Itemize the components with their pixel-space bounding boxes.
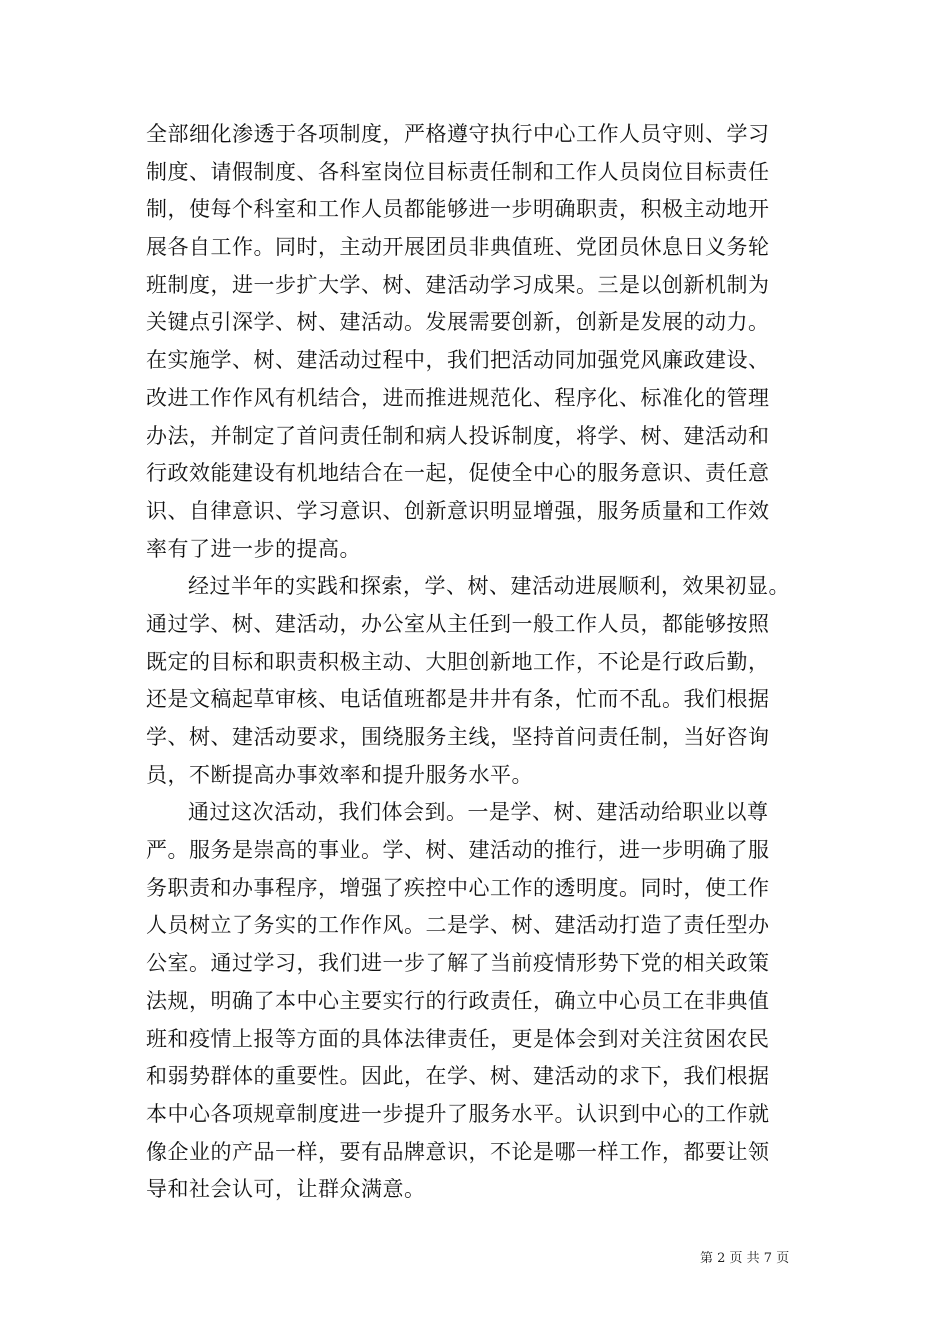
- text-line: 员，不断提高办事效率和提升服务水平。: [146, 762, 533, 787]
- paragraph-start-line: 经过半年的实践和探索，学、树、建活动进展顺利，效果初显。: [188, 574, 790, 599]
- text-line: 法规，明确了本中心主要实行的行政责任，确立中心员工在非典值: [146, 988, 770, 1013]
- text-line: 通过学、树、建活动，办公室从主任到一般工作人员，都能够按照: [146, 611, 770, 636]
- text-line: 班制度，进一步扩大学、树、建活动学习成果。三是以创新机制为: [146, 272, 770, 297]
- text-line: 全部细化渗透于各项制度，严格遵守执行中心工作人员守则、学习: [146, 122, 770, 146]
- text-line: 和弱势群体的重要性。因此，在学、树、建活动的求下，我们根据: [146, 1064, 770, 1089]
- text-line: 既定的目标和职责积极主动、大胆创新地工作，不论是行政后勤，: [146, 649, 770, 674]
- text-line: 务职责和办事程序，增强了疾控中心工作的透明度。同时，使工作: [146, 875, 770, 900]
- text-line: 关键点引深学、树、建活动。发展需要创新，创新是发展的动力。: [146, 310, 770, 335]
- text-line: 制度、请假制度、各科室岗位目标责任制和工作人员岗位目标责任: [146, 159, 770, 184]
- text-line: 展各自工作。同时，主动开展团员非典值班、党团员休息日义务轮: [146, 235, 770, 260]
- text-line: 率有了进一步的提高。: [146, 536, 361, 561]
- text-line: 导和社会认可，让群众满意。: [146, 1177, 426, 1202]
- paragraph-start-line: 通过这次活动，我们体会到。一是学、树、建活动给职业以尊: [188, 800, 769, 825]
- text-line: 识、自律意识、学习意识、创新意识明显增强，服务质量和工作效: [146, 498, 770, 523]
- page-number-footer: 第 2 页 共 7 页: [700, 1251, 790, 1266]
- text-line: 人员树立了务实的工作作风。二是学、树、建活动打造了责任型办: [146, 913, 770, 938]
- text-line: 制，使每个科室和工作人员都能够进一步明确职责，积极主动地开: [146, 197, 770, 222]
- text-line: 学、树、建活动要求，围绕服务主线，坚持首问责任制，当好咨询: [146, 725, 770, 749]
- text-line: 像企业的产品一样，要有品牌意识，不论是哪一样工作，都要让领: [146, 1139, 770, 1164]
- text-line: 改进工作作风有机结合，进而推进规范化、程序化、标准化的管理: [146, 385, 770, 410]
- text-line: 公室。通过学习，我们进一步了解了当前疫情形势下党的相关政策: [146, 951, 770, 976]
- text-line: 还是文稿起草审核、电话值班都是井井有条，忙而不乱。我们根据: [146, 687, 770, 712]
- text-line: 在实施学、树、建活动过程中，我们把活动同加强党风廉政建设、: [146, 348, 770, 373]
- text-line: 本中心各项规章制度进一步提升了服务水平。认识到中心的工作就: [146, 1101, 770, 1126]
- text-line: 严。服务是崇高的事业。学、树、建活动的推行，进一步明确了服: [146, 838, 770, 863]
- text-line: 班和疫情上报等方面的具体法律责任，更是体会到对关注贫困农民: [146, 1026, 770, 1051]
- text-line: 行政效能建设有机地结合在一起，促使全中心的服务意识、责任意: [146, 461, 770, 486]
- text-line: 办法，并制定了首问责任制和病人投诉制度，将学、树、建活动和: [146, 423, 770, 448]
- document-body: [146, 116, 816, 1209]
